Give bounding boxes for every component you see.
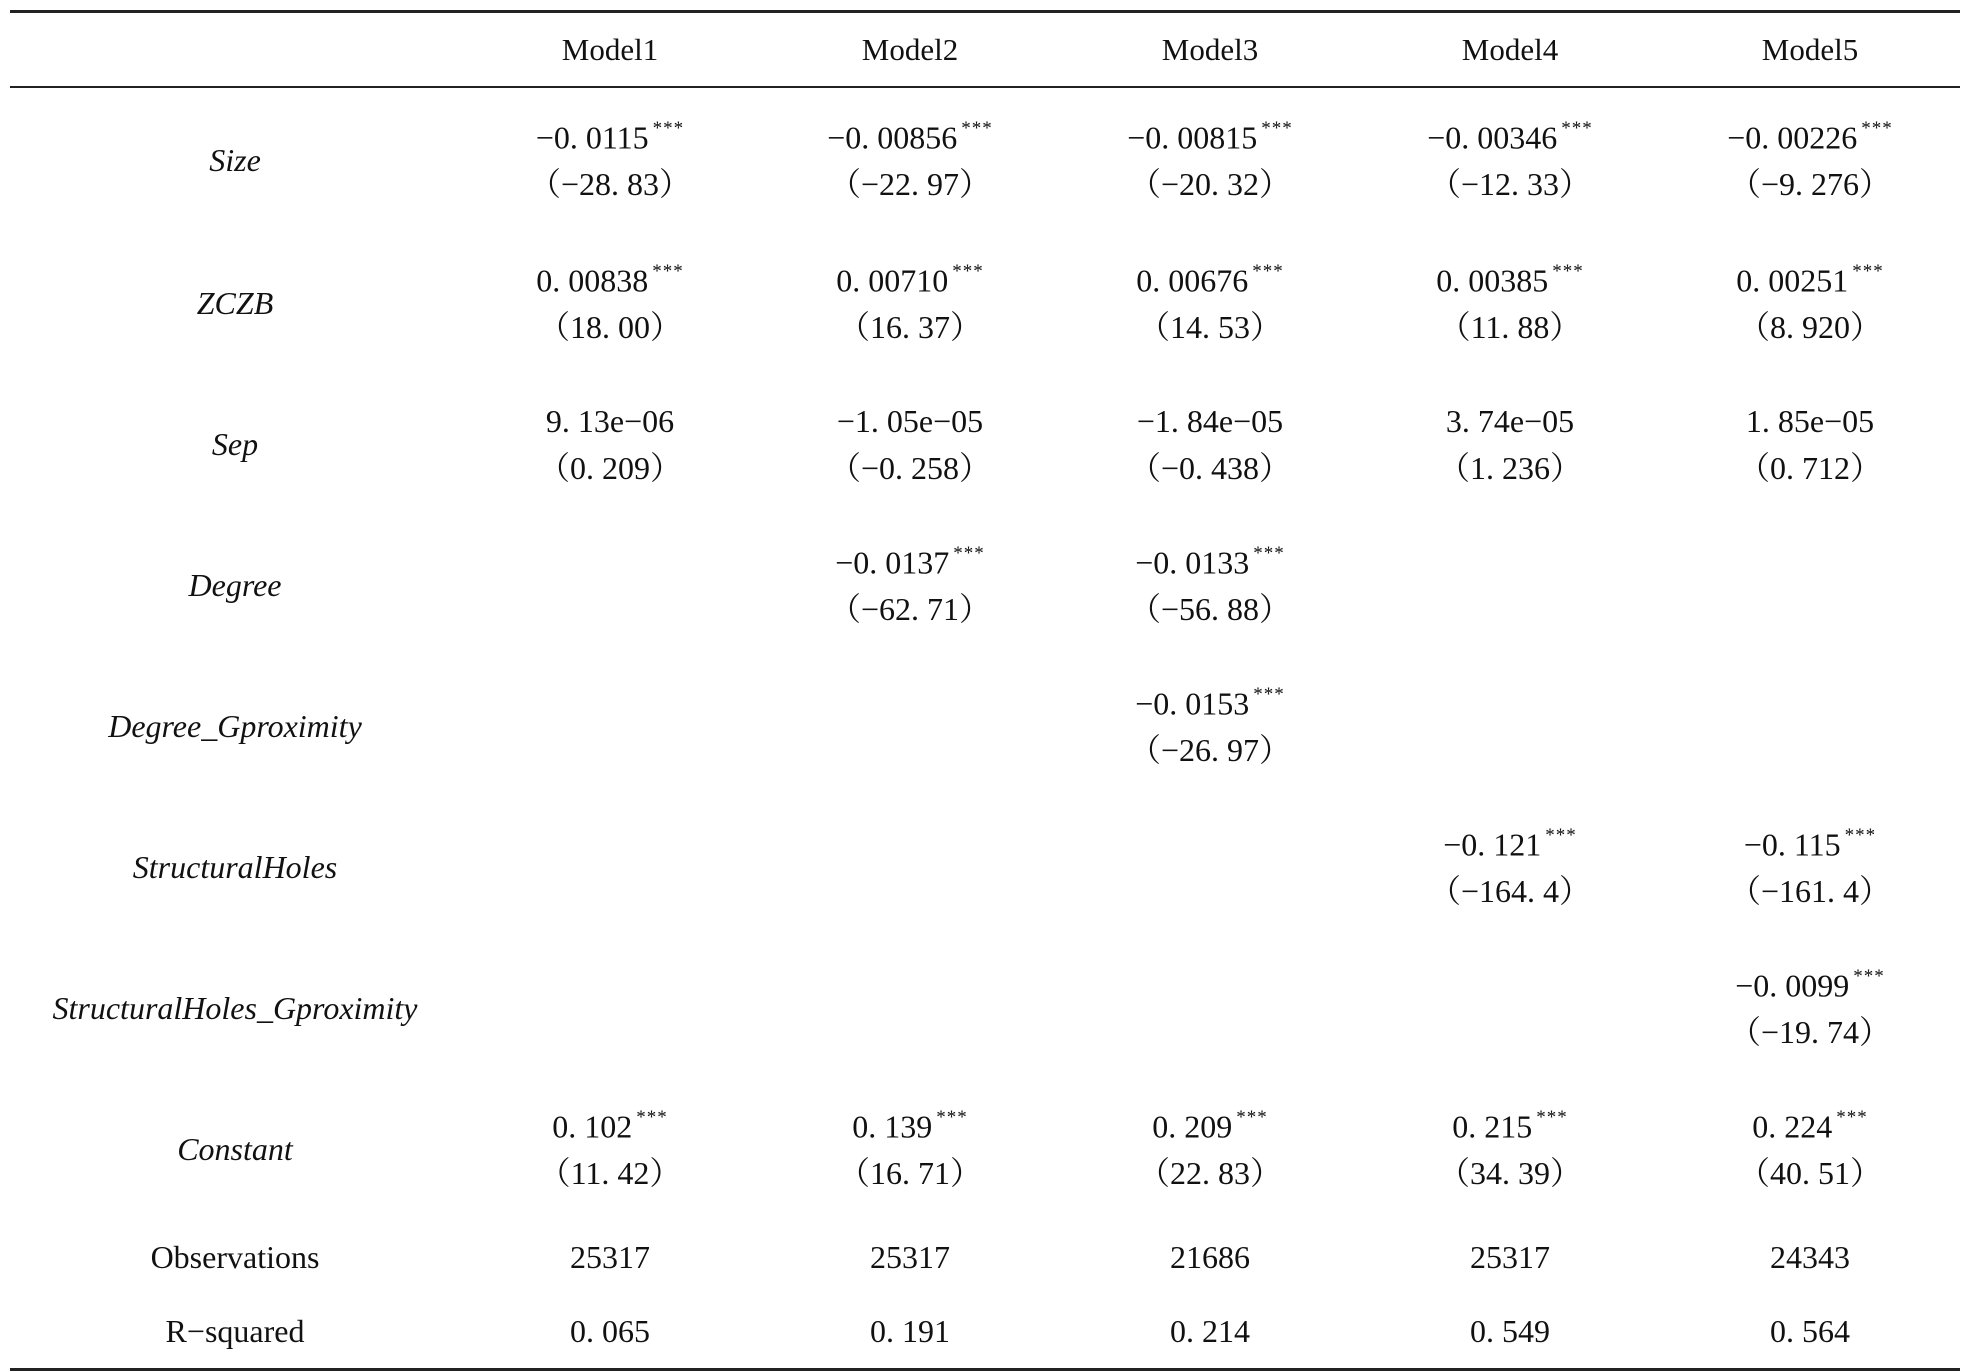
t-statistic: （34. 39） [1437,1155,1582,1192]
statistic-value-model3: 21686 [1170,1238,1250,1275]
statistic-name: Observations [150,1238,320,1275]
coef-cell-model1 [460,797,760,938]
table-body [10,87,1960,1370]
significance-stars: *** [652,261,684,283]
statistic-value-model5: 24343 [1770,1238,1850,1275]
coefficient [1152,1107,1268,1145]
significance-stars: *** [1253,543,1285,565]
coefficient-value: 0. 00251 [1736,262,1849,299]
coef-cell-model5 [1660,374,1960,515]
header-variable-column [10,12,460,88]
significance-stars: *** [953,543,985,565]
significance-stars: *** [1853,966,1885,988]
variable-name: Degree [188,567,282,603]
significance-stars: *** [1236,1107,1268,1129]
coef-cell-model5 [1660,938,1960,1079]
coefficient [1436,261,1584,299]
coefficient [1127,118,1293,156]
table-row-structuralholes [10,797,1960,938]
t-statistic: （22. 83） [1137,1155,1282,1192]
coef-cell-model2 [760,1079,1060,1220]
coef-cell-model3 [1060,656,1360,797]
header-row [10,12,1960,88]
table-row-zczb [10,233,1960,374]
coefficient [1452,1107,1568,1145]
significance-stars: *** [1252,261,1284,283]
variable-name: Sep [211,426,259,462]
coef-cell-model1 [460,515,760,656]
significance-stars: *** [636,1107,668,1129]
significance-stars: *** [652,118,685,140]
variable-name: Degree_Gproximity [108,708,362,744]
coef-cell-model1 [460,374,760,515]
coefficient [852,1107,968,1145]
coef-cell-model2 [760,87,1060,233]
header-model5: Model5 [1761,31,1859,67]
coefficient-value: −0. 00346 [1427,119,1558,156]
t-statistic: （−62. 71） [828,591,992,628]
coef-cell-model5 [1660,797,1960,938]
coef-cell-model2 [760,374,1060,515]
coef-cell-model3 [1060,797,1360,938]
significance-stars: *** [952,261,984,283]
variable-name: ZCZB [196,285,274,321]
significance-stars: *** [1253,684,1285,706]
t-statistic: （40. 51） [1737,1155,1882,1192]
coefficient [827,118,993,156]
coefficient-value: 0. 00385 [1436,262,1549,299]
coefficient-value: 1. 85e−05 [1745,402,1875,439]
statistic-value-model1: 25317 [570,1238,650,1275]
table-row-r-squared [10,1294,1960,1370]
t-statistic: （−12. 33） [1428,166,1592,203]
coefficient [836,261,984,299]
t-statistic: （−0. 438） [1128,449,1292,486]
t-statistic: （−161. 4） [1728,873,1892,910]
coefficient [1136,261,1284,299]
coefficient-value: −0. 0099 [1735,967,1850,1004]
header-model4: Model4 [1461,31,1559,67]
significance-stars: *** [1844,825,1877,847]
coefficient-value: 0. 139 [852,1108,933,1145]
table-header [10,12,1960,88]
coef-cell-model1 [460,1079,760,1220]
coef-cell-model4 [1360,87,1660,233]
significance-stars: *** [1561,118,1593,140]
statistic-value-model5: 0. 564 [1770,1312,1850,1349]
significance-stars: *** [1545,825,1577,847]
coefficient [1135,684,1285,722]
t-statistic: （−20. 32） [1128,166,1292,203]
coefficient [1443,825,1577,863]
coefficient-value: −1. 84e−05 [1136,402,1284,439]
coef-cell-model2 [760,656,1060,797]
coef-cell-model3 [1060,1079,1360,1220]
coef-cell-model2 [760,797,1060,938]
t-statistic: （14. 53） [1137,309,1282,346]
coef-cell-model2 [760,938,1060,1079]
table-row-size [10,87,1960,233]
coefficient [837,403,983,440]
statistic-value-model2: 0. 191 [870,1312,950,1349]
coefficient-value: −0. 0137 [835,544,950,581]
variable-name: Size [209,142,261,178]
coef-cell-model5 [1660,1079,1960,1220]
statistic-value-model2: 25317 [870,1238,950,1275]
coefficient [1727,118,1893,156]
t-statistic: （8. 920） [1737,309,1882,346]
significance-stars: *** [961,118,993,140]
coefficient [1137,403,1283,440]
coef-cell-model4 [1360,515,1660,656]
coefficient-value: −0. 0133 [1135,544,1250,581]
significance-stars: *** [1552,261,1584,283]
coef-cell-model3 [1060,233,1360,374]
statistic-value-model4: 25317 [1470,1238,1550,1275]
coefficient [536,118,684,156]
coefficient-value: −0. 121 [1443,826,1542,863]
header-model1: Model1 [561,31,659,67]
variable-name: StructuralHoles_Gproximity [52,990,418,1026]
t-statistic: （−28. 83） [528,166,692,203]
coef-cell-model4 [1360,233,1660,374]
t-statistic: （−22. 97） [828,166,992,203]
coefficient-value: −0. 00226 [1727,119,1858,156]
coef-cell-model4 [1360,1079,1660,1220]
coefficient-value: −0. 115 [1743,826,1841,863]
coefficient [536,261,684,299]
coefficient [1744,825,1876,863]
coef-cell-model4 [1360,656,1660,797]
significance-stars: *** [936,1107,968,1129]
t-statistic: （18. 00） [537,309,682,346]
t-statistic: （−26. 97） [1128,732,1292,769]
coefficient [1746,403,1874,440]
coef-cell-model1 [460,87,760,233]
coefficient [835,543,985,581]
statistic-value-model3: 0. 214 [1170,1312,1250,1349]
coefficient [552,1107,668,1145]
t-statistic: （−56. 88） [1128,591,1292,628]
table-row-constant [10,1079,1960,1220]
coef-cell-model1 [460,656,760,797]
coefficient-value: 9. 13e−06 [545,402,675,439]
coefficient-value: 0. 215 [1452,1108,1533,1145]
coefficient-value: 3. 74e−05 [1445,402,1575,439]
coefficient-value: 0. 209 [1152,1108,1233,1145]
coef-cell-model5 [1660,87,1960,233]
coef-cell-model4 [1360,374,1660,515]
coef-cell-model1 [460,938,760,1079]
table-row-structuralholes-gproximity [10,938,1960,1079]
coef-cell-model3 [1060,87,1360,233]
variable-name: Constant [177,1131,293,1167]
table-row-sep [10,374,1960,515]
t-statistic: （−19. 74） [1728,1014,1892,1051]
coefficient-value: 0. 102 [552,1108,633,1145]
coefficient [1735,966,1885,1004]
t-statistic: （16. 37） [837,309,982,346]
t-statistic: （−9. 276） [1728,166,1892,203]
table-row-degree-gproximity [10,656,1960,797]
variable-name: StructuralHoles [132,849,338,885]
significance-stars: *** [1836,1107,1868,1129]
coef-cell-model1 [460,233,760,374]
coef-cell-model3 [1060,374,1360,515]
t-statistic: （11. 42） [538,1155,682,1192]
coefficient [546,403,674,440]
coef-cell-model3 [1060,938,1360,1079]
t-statistic: （1. 236） [1437,449,1582,486]
header-model2: Model2 [861,31,959,67]
coefficient-value: −0. 00856 [827,119,958,156]
significance-stars: *** [1861,118,1893,140]
coef-cell-model5 [1660,233,1960,374]
coefficient-value: −0. 0153 [1135,685,1250,722]
coefficient-value: 0. 00676 [1136,262,1249,299]
coefficient [1736,261,1884,299]
significance-stars: *** [1261,118,1293,140]
statistic-name: R−squared [165,1312,305,1349]
coef-cell-model5 [1660,656,1960,797]
coef-cell-model2 [760,515,1060,656]
coef-cell-model5 [1660,515,1960,656]
coef-cell-model4 [1360,938,1660,1079]
coefficient [1446,403,1574,440]
coef-cell-model3 [1060,515,1360,656]
table-row-observations [10,1220,1960,1294]
coefficient [1135,543,1285,581]
t-statistic: （16. 71） [837,1155,982,1192]
coef-cell-model2 [760,233,1060,374]
coefficient-value: −0. 00815 [1127,119,1258,156]
significance-stars: *** [1536,1107,1568,1129]
t-statistic: （0. 209） [537,449,682,486]
statistic-value-model1: 0. 065 [570,1312,650,1349]
t-statistic: （11. 88） [1438,309,1582,346]
t-statistic: （−164. 4） [1428,873,1592,910]
significance-stars: *** [1852,261,1884,283]
header-model3: Model3 [1161,31,1259,67]
coefficient-value: 0. 00838 [536,262,649,299]
regression-table [10,10,1960,1371]
coef-cell-model4 [1360,797,1660,938]
coefficient-value: 0. 224 [1752,1108,1833,1145]
statistic-value-model4: 0. 549 [1470,1312,1550,1349]
t-statistic: （0. 712） [1737,449,1882,486]
coefficient [1427,118,1593,156]
t-statistic: （−0. 258） [828,449,992,486]
table-row-degree [10,515,1960,656]
coefficient-value: −0. 0115 [535,119,649,156]
coefficient-value: −1. 05e−05 [836,402,984,439]
coefficient [1752,1107,1868,1145]
coefficient-value: 0. 00710 [836,262,949,299]
